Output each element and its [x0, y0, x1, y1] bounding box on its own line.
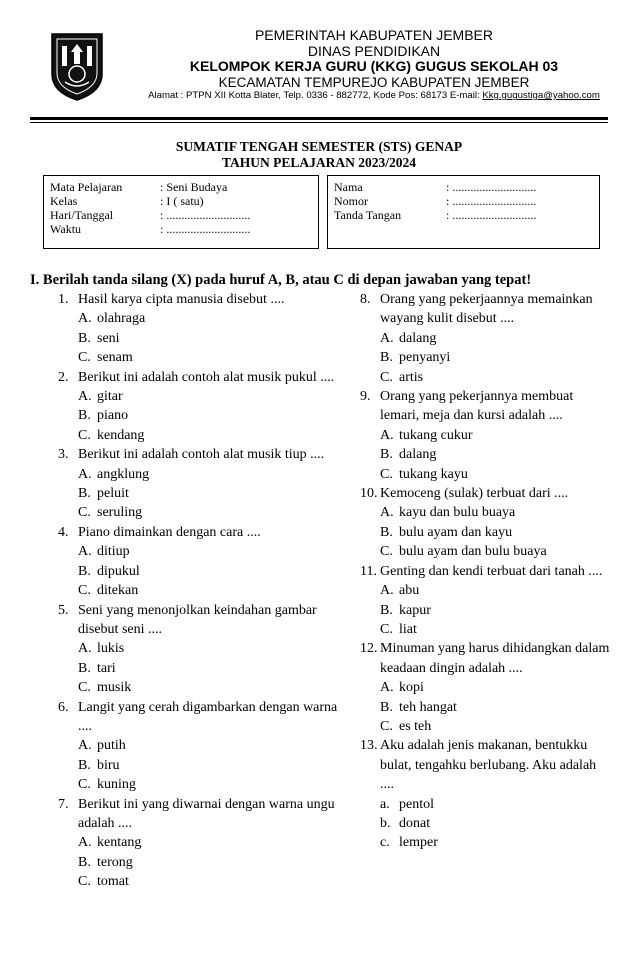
- answer-option[interactable]: [380, 523, 612, 542]
- option-text: donat: [399, 815, 431, 831]
- option-text: penyanyi: [399, 350, 451, 366]
- question-item: [58, 368, 340, 446]
- option-text: seni: [97, 330, 120, 346]
- answer-option[interactable]: [380, 814, 612, 833]
- option-letter: B.: [78, 486, 91, 502]
- option-text: kendang: [97, 427, 145, 443]
- question-number: 10.: [360, 486, 378, 502]
- answer-options: [380, 795, 612, 853]
- letterhead: [140, 28, 608, 102]
- question-item: [360, 562, 612, 640]
- option-text: tukang kayu: [399, 466, 468, 482]
- answer-option[interactable]: [78, 736, 340, 755]
- option-text: kopi: [399, 680, 424, 696]
- answer-option[interactable]: [380, 833, 612, 852]
- info-value: : ............................: [446, 180, 537, 194]
- answer-option[interactable]: [78, 484, 340, 503]
- question-text: Hasil karya cipta manusia disebut ....: [78, 292, 285, 307]
- option-text: gitar: [97, 389, 123, 405]
- answer-option[interactable]: [78, 775, 340, 794]
- option-letter: A.: [380, 583, 394, 599]
- answer-option[interactable]: [380, 678, 612, 697]
- question-item: [360, 290, 612, 387]
- answer-option[interactable]: [78, 309, 340, 328]
- section-heading: I. Berilah tanda silang (X) pada huruf A, B, atau C di depan jawaban yang tepat!: [30, 272, 532, 288]
- answer-option[interactable]: [78, 756, 340, 775]
- info-label: Hari/Tanggal: [50, 208, 114, 222]
- option-text: senam: [97, 350, 133, 366]
- question-item: [58, 698, 340, 795]
- question-item: [58, 290, 340, 368]
- answer-options: [380, 581, 612, 639]
- question-text: Langit yang cerah digambarkan dengan warna ....: [78, 699, 338, 734]
- info-label: Nomor: [334, 194, 368, 208]
- info-row: [334, 194, 593, 208]
- option-text: terong: [97, 854, 133, 870]
- question-item: [360, 387, 612, 484]
- question-text: Kemoceng (sulak) terbuat dari ....: [380, 486, 569, 502]
- question-stem: [58, 368, 340, 387]
- info-row: [50, 222, 312, 236]
- option-letter: B.: [78, 563, 91, 579]
- letterhead-district: KECAMATAN TEMPUREJO KABUPATEN JEMBER: [218, 75, 530, 91]
- option-letter: A.: [380, 680, 394, 696]
- letterhead-organization: KELOMPOK KERJA GURU (KKG) GUGUS SEKOLAH 03: [189, 58, 559, 75]
- answer-options: [380, 503, 612, 561]
- question-text: Berikut ini adalah contoh alat musik tiup ....: [78, 447, 325, 463]
- answer-option[interactable]: [380, 426, 612, 445]
- info-value: : I ( satu): [160, 194, 204, 208]
- question-text: Minuman yang harus dihidangkan dalam keadaan dingin adalah ....: [380, 641, 610, 676]
- option-letter: A.: [380, 505, 394, 521]
- option-letter: C.: [78, 583, 91, 599]
- question-number: 1.: [58, 292, 69, 307]
- answer-option[interactable]: [78, 406, 340, 425]
- option-text: lukis: [97, 641, 125, 657]
- question-stem: [58, 290, 340, 309]
- option-letter: C.: [380, 544, 393, 560]
- option-text: peluit: [97, 486, 129, 502]
- option-text: bulu ayam dan bulu buaya: [399, 544, 547, 560]
- option-text: tomat: [97, 874, 129, 890]
- question-stem: [360, 639, 612, 678]
- option-text: pentol: [399, 796, 434, 812]
- option-text: olahraga: [97, 311, 146, 327]
- answer-option[interactable]: [78, 465, 340, 484]
- answer-options: [78, 736, 340, 794]
- question-number: 7.: [58, 796, 69, 812]
- question-number: 2.: [58, 369, 69, 385]
- email-link[interactable]: Kkg.gugustiga@yahoo.com: [482, 90, 600, 102]
- info-label: Waktu: [50, 222, 82, 236]
- answer-option[interactable]: [78, 503, 340, 522]
- option-text: dalang: [399, 447, 437, 463]
- letterhead-address: [140, 91, 608, 102]
- option-letter: C.: [78, 874, 91, 890]
- option-text: kayu dan bulu buaya: [399, 505, 516, 521]
- question-item: [58, 795, 340, 892]
- answer-options: [78, 309, 340, 367]
- question-text: Seni yang menonjolkan keindahan gambar disebut seni ....: [78, 602, 317, 637]
- letterhead-department: DINAS PENDIDIKAN: [307, 42, 441, 59]
- answer-option[interactable]: [78, 329, 340, 348]
- info-row: [50, 208, 312, 222]
- option-letter: A.: [78, 466, 92, 482]
- option-text: kuning: [97, 777, 136, 793]
- question-stem: [360, 484, 612, 503]
- info-row: [334, 180, 593, 194]
- question-item: [58, 445, 340, 523]
- question-stem: [58, 601, 340, 640]
- answer-option[interactable]: [380, 445, 612, 464]
- option-text: es teh: [399, 718, 432, 734]
- answer-option[interactable]: [380, 503, 612, 522]
- question-text: Orang yang pekerjaannya memainkan wayang kulit disebut ....: [380, 292, 593, 327]
- option-text: putih: [97, 738, 126, 754]
- question-text: Orang yang pekerjannya membuat lemari, meja dan kursi adalah ....: [380, 389, 574, 424]
- info-value: : ............................: [160, 208, 251, 222]
- option-letter: A.: [78, 738, 92, 754]
- question-text: Berikut ini yang diwarnai dengan warna ungu adalah ....: [78, 796, 335, 831]
- info-row: [50, 180, 312, 194]
- question-stem: [360, 736, 612, 794]
- answer-option[interactable]: [380, 698, 612, 717]
- answer-option[interactable]: [380, 329, 612, 348]
- letterhead-divider-thin: [30, 122, 608, 123]
- option-letter: A.: [78, 641, 92, 657]
- option-letter: C.: [380, 466, 393, 482]
- question-number: 3.: [58, 447, 69, 463]
- answer-option[interactable]: [78, 872, 340, 891]
- option-letter: B.: [380, 350, 393, 366]
- answer-option[interactable]: [380, 601, 612, 620]
- answer-option[interactable]: [380, 795, 612, 814]
- option-letter: B.: [380, 524, 393, 540]
- option-text: piano: [97, 408, 129, 424]
- question-text: Genting dan kendi terbuat dari tanah ....: [380, 563, 603, 579]
- option-letter: B.: [380, 699, 393, 715]
- option-letter: C.: [78, 777, 91, 793]
- question-number: 13.: [360, 738, 378, 754]
- answer-option[interactable]: [78, 833, 340, 852]
- answer-options: [380, 678, 612, 736]
- student-info-box: [327, 175, 600, 249]
- answer-option[interactable]: [78, 678, 340, 697]
- info-value: : ............................: [160, 222, 251, 236]
- answer-option[interactable]: [380, 581, 612, 600]
- option-letter: A.: [78, 311, 92, 327]
- question-item: [360, 736, 612, 852]
- option-text: ditekan: [97, 583, 139, 599]
- info-value: : ............................: [446, 208, 537, 222]
- answer-option[interactable]: [380, 368, 612, 387]
- answer-option[interactable]: [380, 348, 612, 367]
- questions-column-right: [360, 290, 612, 853]
- option-letter: b.: [380, 815, 391, 831]
- letterhead-government: PEMERINTAH KABUPATEN JEMBER: [254, 27, 494, 43]
- question-number: 8.: [360, 292, 371, 307]
- option-text: abu: [399, 583, 420, 599]
- question-item: [360, 484, 612, 562]
- option-letter: B.: [78, 330, 91, 346]
- question-number: 11.: [360, 563, 377, 579]
- answer-option[interactable]: [78, 659, 340, 678]
- option-text: teh hangat: [399, 699, 457, 715]
- option-letter: C.: [78, 505, 91, 521]
- answer-option[interactable]: [78, 426, 340, 445]
- question-stem: [360, 290, 612, 329]
- info-label: Mata Pelajaran: [50, 180, 123, 194]
- option-text: dipukul: [97, 563, 140, 579]
- option-letter: C.: [380, 718, 393, 734]
- answer-option[interactable]: [380, 717, 612, 736]
- option-letter: C.: [380, 621, 393, 637]
- question-stem: [58, 523, 340, 542]
- exam-title-line1: SUMATIF TENGAH SEMESTER (STS) GENAP: [175, 139, 463, 154]
- answer-options: [78, 465, 340, 523]
- question-text: Berikut ini adalah contoh alat musik pukul ....: [78, 369, 335, 385]
- answer-option[interactable]: [380, 620, 612, 639]
- question-text: Aku adalah jenis makanan, bentukku bulat, tengahku berlubang. Aku adalah ....: [380, 738, 597, 793]
- answer-options: [78, 833, 340, 891]
- option-letter: B.: [78, 660, 91, 676]
- option-letter: a.: [380, 796, 390, 812]
- questions-column-left: [58, 290, 340, 892]
- answer-options: [380, 426, 612, 484]
- option-text: angklung: [97, 466, 150, 482]
- option-letter: A.: [78, 835, 92, 851]
- option-text: seruling: [97, 505, 143, 521]
- option-text: musik: [97, 680, 132, 696]
- option-text: ditiup: [97, 544, 130, 560]
- question-number: 5.: [58, 602, 69, 618]
- option-letter: B.: [78, 757, 91, 773]
- info-row: [334, 208, 593, 222]
- address-text: Alamat : PTPN XII Kotta Blater, Telp. 0336 - 882772, Kode Pos: 68173 E-mail:: [148, 90, 483, 102]
- question-stem: [360, 387, 612, 426]
- answer-option[interactable]: [78, 387, 340, 406]
- answer-option[interactable]: [380, 542, 612, 561]
- option-letter: C.: [78, 427, 91, 443]
- answer-options: [78, 387, 340, 445]
- info-row: [50, 194, 312, 208]
- info-label: Tanda Tangan: [334, 208, 402, 222]
- option-letter: B.: [78, 408, 91, 424]
- info-label: Nama: [334, 180, 363, 194]
- answer-option[interactable]: [78, 639, 340, 658]
- question-number: 9.: [360, 389, 371, 405]
- question-stem: [58, 445, 340, 464]
- answer-option[interactable]: [78, 348, 340, 367]
- info-value: : Seni Budaya: [160, 180, 228, 194]
- answer-option[interactable]: [380, 465, 612, 484]
- exam-title-line2: TAHUN PELAJARAN 2023/2024: [221, 155, 416, 171]
- option-letter: A.: [380, 427, 394, 443]
- option-letter: A.: [78, 389, 92, 405]
- answer-option[interactable]: [78, 581, 340, 600]
- option-text: dalang: [399, 330, 437, 346]
- question-stem: [360, 562, 612, 581]
- option-letter: A.: [380, 330, 394, 346]
- question-item: [58, 523, 340, 601]
- option-text: artis: [399, 369, 424, 385]
- question-stem: [58, 698, 340, 737]
- option-text: kentang: [97, 835, 142, 851]
- question-text: Piano dimainkan dengan cara ....: [78, 524, 261, 540]
- answer-options: [78, 542, 340, 600]
- option-letter: B.: [380, 602, 393, 618]
- answer-options: [380, 329, 612, 387]
- answer-option[interactable]: [78, 562, 340, 581]
- option-text: kapur: [399, 602, 431, 618]
- option-letter: C.: [380, 369, 393, 385]
- option-text: bulu ayam dan kayu: [399, 524, 513, 540]
- answer-option[interactable]: [78, 853, 340, 872]
- question-stem: [58, 795, 340, 834]
- option-letter: B.: [380, 447, 393, 463]
- option-text: liat: [399, 621, 417, 637]
- option-letter: A.: [78, 544, 92, 560]
- exam-title: [0, 139, 638, 172]
- question-number: 6.: [58, 699, 69, 715]
- question-item: [58, 601, 340, 698]
- option-text: biru: [97, 757, 120, 773]
- subject-info-box: [43, 175, 319, 249]
- answer-option[interactable]: [78, 542, 340, 561]
- answer-options: [78, 639, 340, 697]
- letterhead-divider-thick: [30, 117, 608, 120]
- question-number: 12.: [360, 641, 378, 657]
- option-letter: B.: [78, 854, 91, 870]
- jember-crest-logo: [48, 30, 106, 102]
- option-letter: C.: [78, 350, 91, 366]
- option-text: lemper: [399, 835, 438, 851]
- question-item: [360, 639, 612, 736]
- option-letter: c.: [380, 835, 390, 851]
- option-text: tari: [97, 660, 116, 676]
- option-letter: C.: [78, 680, 91, 696]
- question-number: 4.: [58, 524, 69, 540]
- info-value: : ............................: [446, 194, 537, 208]
- option-text: tukang cukur: [399, 427, 473, 443]
- info-label: Kelas: [50, 194, 78, 208]
